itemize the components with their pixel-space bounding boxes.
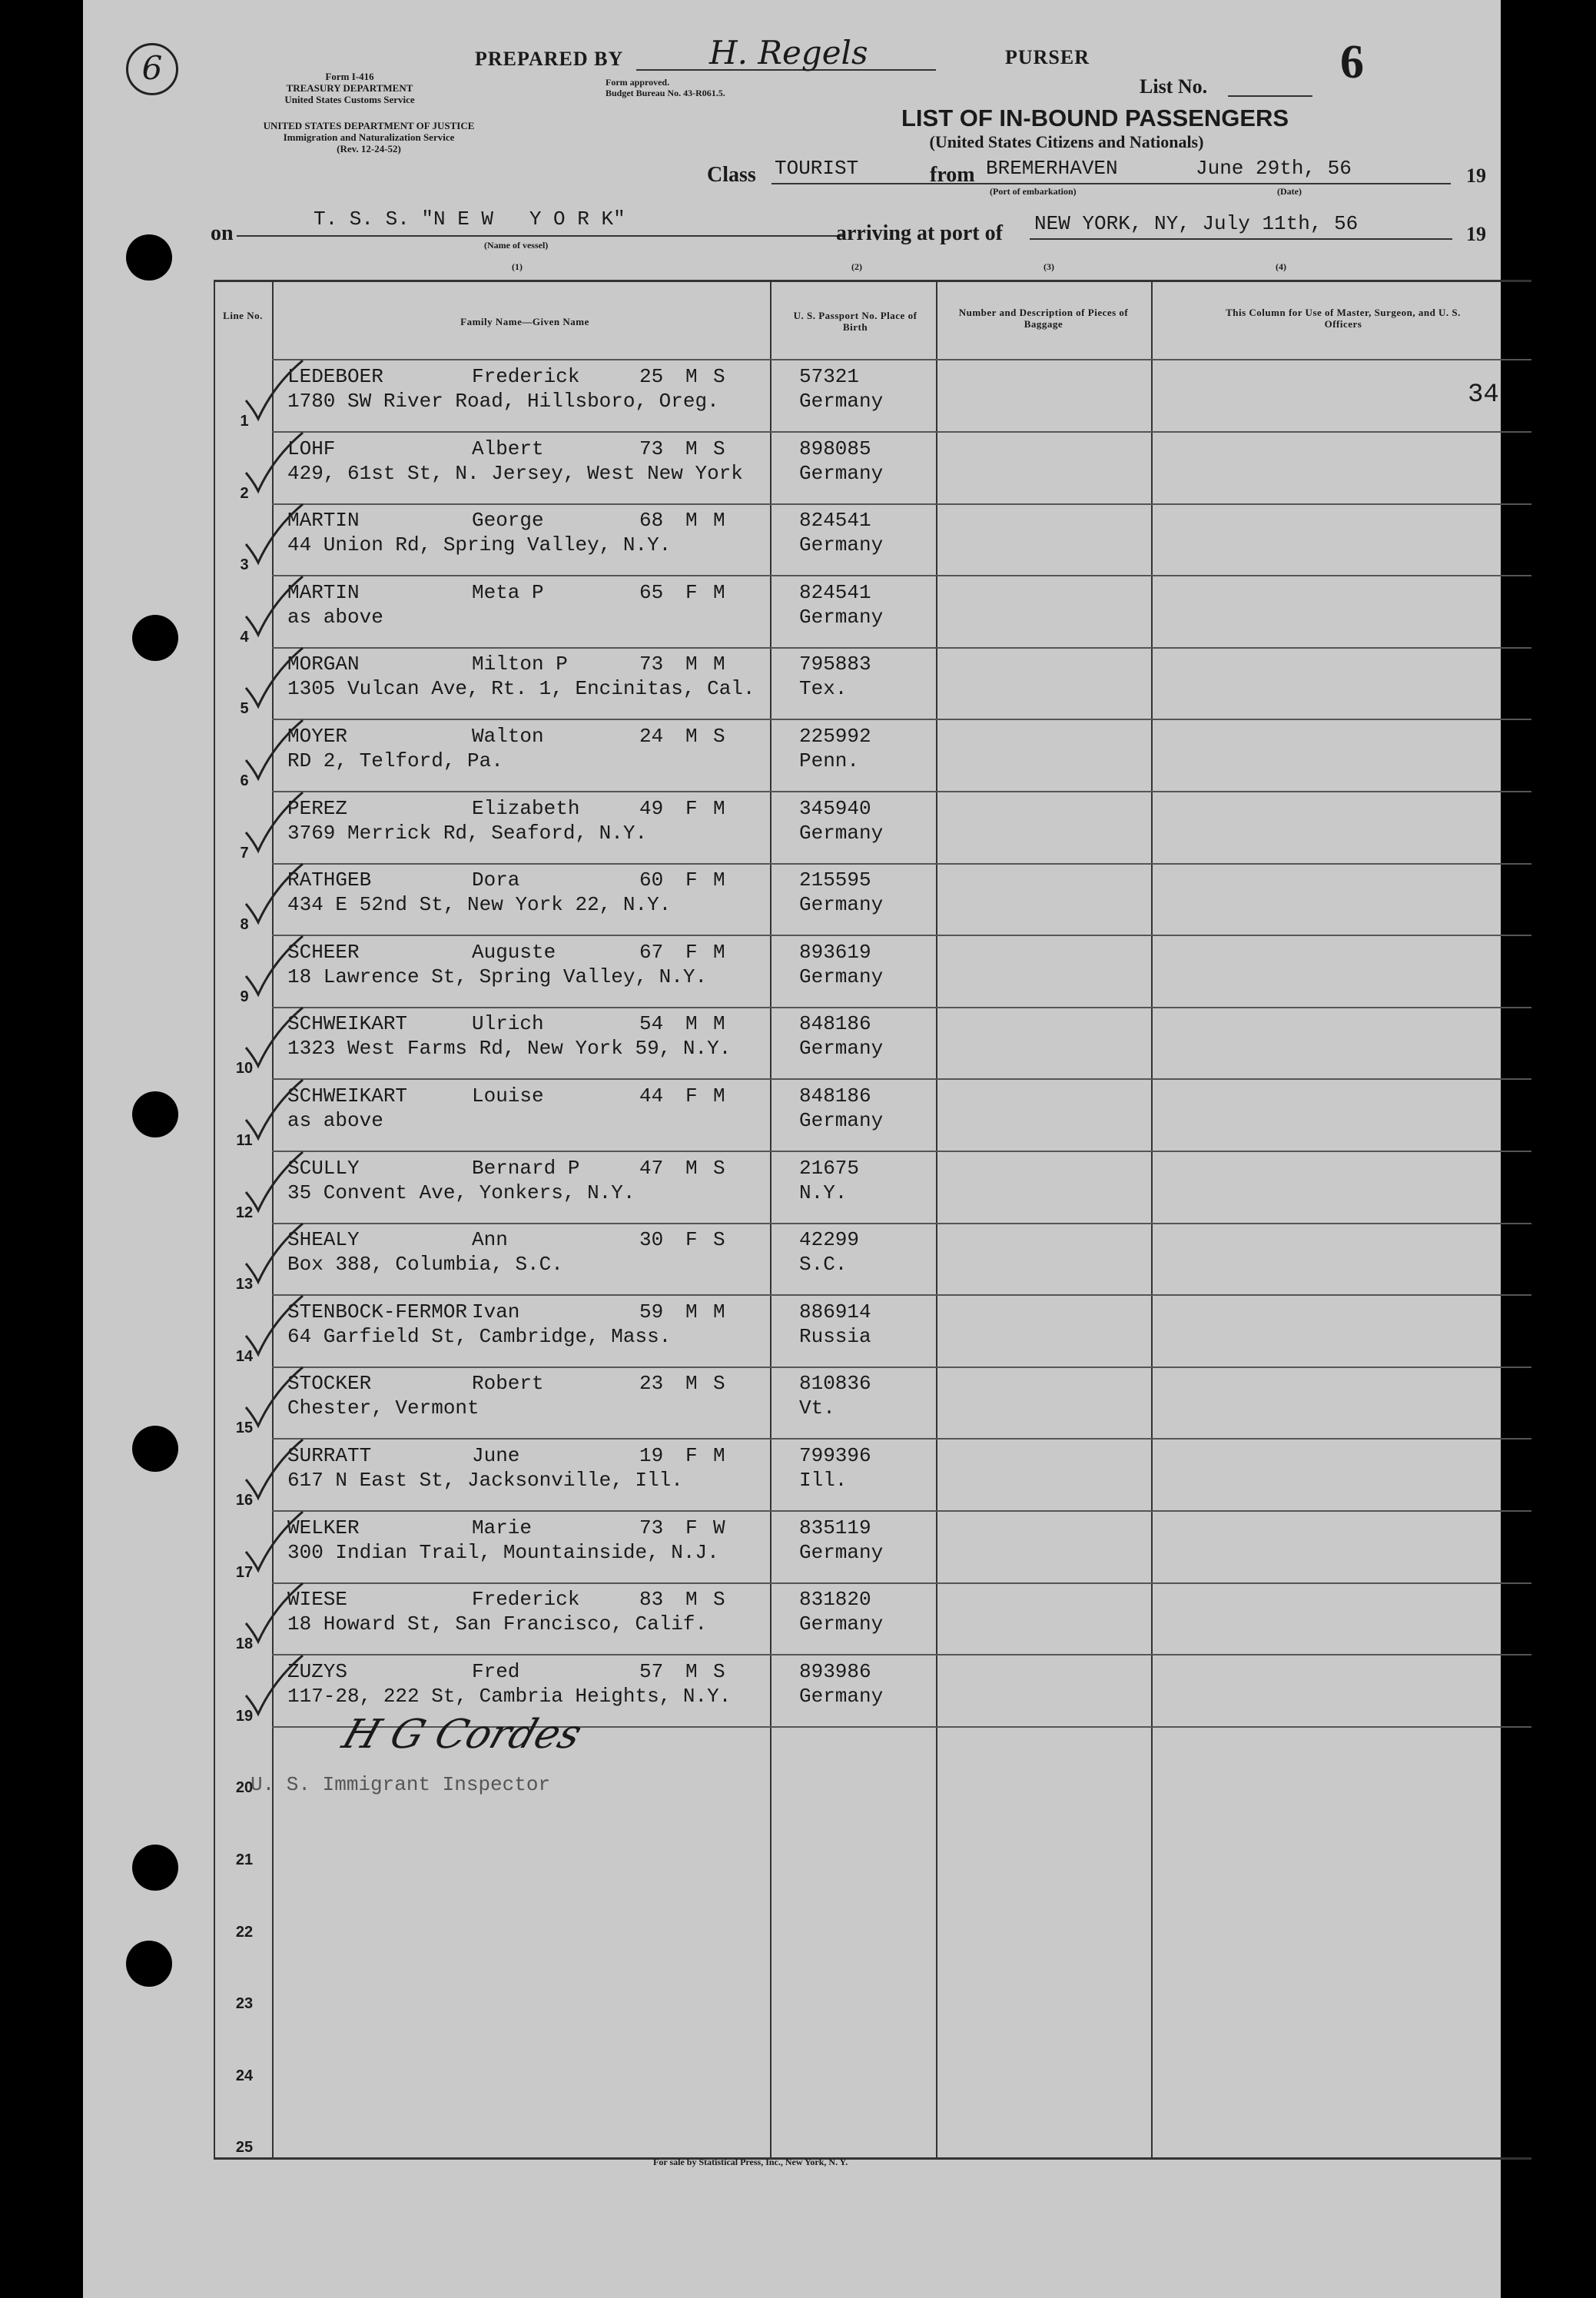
punch-hole	[132, 1426, 178, 1472]
marital-status: M	[713, 940, 725, 964]
line-number: 8	[240, 916, 249, 934]
address: 617 N East St, Jacksonville, Ill.	[287, 1469, 683, 1492]
sex: M	[685, 509, 698, 533]
birthplace: Germany	[799, 893, 884, 917]
family-name: SCHWEIKART	[287, 1084, 408, 1107]
table-row	[214, 1366, 1531, 1438]
from-value: BREMERHAVEN	[986, 157, 1118, 180]
list-no-value: 6	[1340, 36, 1364, 88]
marital-status: S	[713, 1588, 725, 1612]
table-row	[214, 1222, 1531, 1294]
family-name: MORGAN	[287, 653, 360, 676]
age: 44	[639, 1084, 664, 1107]
marital-status: M	[713, 1300, 725, 1323]
sex: M	[685, 437, 698, 460]
line-number: 11	[236, 1132, 253, 1149]
age: 25	[639, 365, 664, 388]
marital-status: M	[713, 1444, 725, 1467]
birthplace: N.Y.	[799, 1181, 848, 1204]
sex: M	[685, 1372, 698, 1396]
sex: F	[685, 868, 698, 892]
birthplace: Germany	[799, 821, 884, 845]
line-number: 5	[240, 700, 249, 718]
arrival-line	[1030, 238, 1452, 240]
sex: F	[685, 1444, 698, 1467]
passport-number: 21675	[799, 1156, 860, 1180]
line-number: 20	[235, 1779, 254, 1797]
age: 19	[639, 1444, 664, 1467]
sex: F	[685, 1228, 698, 1252]
punch-hole	[126, 234, 172, 281]
address: 3769 Merrick Rd, Seaford, N.Y.	[287, 821, 648, 845]
table-row	[214, 646, 1531, 719]
passport-number: 824541	[799, 580, 871, 604]
sex: M	[685, 1300, 698, 1323]
arriving-label: arriving at port of	[836, 221, 1003, 245]
line-number: 12	[235, 1204, 254, 1221]
address: as above	[287, 1109, 383, 1132]
family-name: LOHF	[287, 437, 336, 460]
line-number: 14	[235, 1347, 254, 1365]
line-number: 22	[235, 1923, 254, 1941]
page-subtitle: (United States Citizens and Nationals)	[929, 132, 1204, 151]
line-number: 10	[235, 1060, 254, 1078]
sex: F	[685, 1516, 698, 1539]
footer-printer: For sale by Statistical Press, Inc., New York, N. Y.	[653, 2157, 848, 2167]
age: 83	[639, 1588, 664, 1612]
given-name: Ivan	[472, 1300, 520, 1323]
table-row	[214, 431, 1531, 503]
list-no-line	[1228, 95, 1312, 97]
given-name: Louise	[472, 1084, 544, 1107]
passport-number: 42299	[799, 1228, 860, 1252]
col-num-2: (2)	[851, 261, 862, 272]
list-no-label: List No.	[1140, 75, 1208, 98]
given-name: Meta P	[472, 580, 544, 604]
given-name: Walton	[472, 725, 544, 748]
given-name: Frederick	[472, 365, 580, 388]
table-row	[214, 1582, 1531, 1654]
marital-status: M	[713, 868, 725, 892]
passport-number: 848186	[799, 1084, 871, 1107]
given-name: Frederick	[472, 1588, 580, 1612]
birthplace: Ill.	[799, 1469, 848, 1492]
marital-status: S	[713, 1156, 725, 1180]
line-number: 17	[235, 1563, 254, 1581]
col-num-1: (1)	[512, 261, 523, 272]
budget-approval	[606, 77, 725, 98]
age: 73	[639, 1516, 664, 1539]
table-row	[214, 1510, 1531, 1582]
line-number: 21	[235, 1851, 254, 1868]
date-line	[1190, 183, 1451, 184]
sex: F	[685, 580, 698, 604]
passport-number: 893986	[799, 1659, 871, 1683]
treasury-dept: TREASURY DEPARTMENT	[286, 82, 413, 94]
sex: M	[685, 1156, 698, 1180]
manifest-sheet	[83, 0, 1501, 2298]
birthplace: Germany	[799, 1037, 884, 1061]
marital-status: M	[713, 509, 725, 533]
address: 1323 West Farms Rd, New York 59, N.Y.	[287, 1037, 732, 1061]
birthplace: Tex.	[799, 677, 848, 701]
table-row	[214, 719, 1531, 791]
form-revision: (Rev. 12-24-52)	[337, 143, 401, 154]
given-name: Marie	[472, 1516, 533, 1539]
justice-dept: UNITED STATES DEPARTMENT OF JUSTICE	[263, 120, 475, 131]
arrival-year-suffix: 19	[1466, 223, 1486, 245]
family-name: MOYER	[287, 725, 348, 748]
sex: F	[685, 796, 698, 820]
given-name: Auguste	[472, 940, 556, 964]
sex: M	[685, 653, 698, 676]
col-passport: U. S. Passport No. Place of Birth	[793, 310, 917, 333]
vessel-line	[237, 235, 844, 237]
age: 49	[639, 796, 664, 820]
table-row	[214, 2014, 1531, 2086]
date-caption: (Date)	[1277, 186, 1302, 197]
marital-status: S	[713, 1228, 725, 1252]
birthplace: Germany	[799, 533, 884, 557]
family-name: LEDEBOER	[287, 365, 383, 388]
table-row	[214, 1798, 1531, 1870]
given-name: Ann	[472, 1228, 508, 1252]
table-row	[214, 575, 1531, 647]
marital-status: S	[713, 437, 725, 460]
purser-label: PURSER	[1005, 46, 1090, 68]
purser-signature: H. Regels	[709, 34, 868, 71]
justice-info	[215, 120, 523, 154]
birthplace: Germany	[799, 1109, 884, 1132]
sex: M	[685, 1012, 698, 1036]
line-number: 3	[240, 556, 249, 574]
address: 44 Union Rd, Spring Valley, N.Y.	[287, 533, 672, 557]
birthplace: Germany	[799, 965, 884, 988]
passport-number: 215595	[799, 868, 871, 892]
line-number: 15	[235, 1420, 254, 1437]
marital-status: M	[713, 1084, 725, 1107]
line-number: 19	[235, 1707, 254, 1725]
passport-number: 345940	[799, 796, 871, 820]
officer-note: 34	[1468, 380, 1499, 410]
family-name: STOCKER	[287, 1372, 372, 1396]
table-row	[214, 2085, 1531, 2157]
address: 429, 61st St, N. Jersey, West New York	[287, 461, 743, 485]
customs-service: United States Customs Service	[284, 94, 415, 105]
passport-number: 893619	[799, 940, 871, 964]
passport-number: 831820	[799, 1588, 871, 1612]
family-name: SCHEER	[287, 940, 360, 964]
table-row	[214, 1151, 1531, 1223]
given-name: Fred	[472, 1659, 520, 1683]
given-name: Dora	[472, 868, 520, 892]
given-name: June	[472, 1444, 520, 1467]
family-name: SHEALY	[287, 1228, 360, 1252]
sex: F	[685, 1084, 698, 1107]
table-row	[214, 1006, 1531, 1078]
line-number: 13	[235, 1276, 254, 1293]
birthplace: Germany	[799, 461, 884, 485]
marital-status: S	[713, 725, 725, 748]
from-label: from	[930, 163, 975, 187]
address: 117-28, 222 St, Cambria Heights, N.Y.	[287, 1684, 732, 1708]
address: 1780 SW River Road, Hillsboro, Oreg.	[287, 390, 719, 413]
passport-number: 886914	[799, 1300, 871, 1323]
arrival-value: NEW YORK, NY, July 11th, 56	[1034, 212, 1359, 235]
table-row	[214, 1941, 1531, 2014]
date-year-suffix: 19	[1466, 164, 1486, 187]
age: 67	[639, 940, 664, 964]
table-row	[214, 791, 1531, 863]
passport-number: 225992	[799, 725, 871, 748]
date-value: June 29th, 56	[1196, 157, 1352, 180]
table-row	[214, 503, 1531, 575]
form-number: Form I-416	[325, 71, 374, 82]
col-officers: This Column for Use of Master, Surgeon, and U. S. Officers	[1226, 307, 1461, 330]
address: 434 E 52nd St, New York 22, N.Y.	[287, 893, 672, 917]
punch-hole	[132, 1091, 178, 1137]
birthplace: Germany	[799, 390, 884, 413]
birthplace: Vt.	[799, 1396, 835, 1420]
ins-service: Immigration and Naturalization Service	[283, 131, 455, 143]
birthplace: Germany	[799, 605, 884, 629]
age: 59	[639, 1300, 664, 1323]
line-number: 9	[240, 988, 249, 1005]
inspector-signature: H G Cordes	[337, 1712, 588, 1758]
inspector-title: U. S. Immigrant Inspector	[251, 1773, 551, 1796]
address: RD 2, Telford, Pa.	[287, 749, 503, 772]
family-name: RATHGEB	[287, 868, 372, 892]
family-name: SURRATT	[287, 1444, 372, 1467]
age: 57	[639, 1659, 664, 1683]
class-label: Class	[707, 163, 756, 187]
given-name: Albert	[472, 437, 544, 460]
punch-hole	[126, 1941, 172, 1987]
passport-number: 795883	[799, 653, 871, 676]
address: 18 Lawrence St, Spring Valley, N.Y.	[287, 965, 708, 988]
family-name: STENBOCK-FERMOR	[287, 1300, 468, 1323]
family-name: PEREZ	[287, 796, 348, 820]
form-info	[215, 71, 484, 105]
table-row	[214, 359, 1531, 431]
family-name: SCULLY	[287, 1156, 360, 1180]
family-name: WELKER	[287, 1516, 360, 1539]
address: 300 Indian Trail, Mountainside, N.J.	[287, 1540, 719, 1564]
family-name: ZUZYS	[287, 1659, 348, 1683]
passport-number: 898085	[799, 437, 871, 460]
table-row	[214, 862, 1531, 935]
address: 64 Garfield St, Cambridge, Mass.	[287, 1324, 672, 1348]
marital-status: S	[713, 1372, 725, 1396]
marital-status: S	[713, 1659, 725, 1683]
table-row	[214, 1438, 1531, 1510]
sex: F	[685, 940, 698, 964]
vessel-caption: (Name of vessel)	[484, 240, 549, 251]
line-number: 2	[240, 484, 249, 502]
passport-number: 824541	[799, 509, 871, 533]
given-name: George	[472, 509, 544, 533]
birthplace: Russia	[799, 1324, 871, 1348]
table-row	[214, 1870, 1531, 1942]
col-num-3: (3)	[1044, 261, 1054, 272]
vessel-name: T. S. S. "N E W Y O R K"	[314, 208, 625, 231]
birthplace: Penn.	[799, 749, 860, 772]
col-num-4: (4)	[1276, 261, 1286, 272]
birthplace: Germany	[799, 1612, 884, 1636]
approval-line-2: Budget Bureau No. 43-R061.5.	[606, 88, 725, 98]
line-number: 18	[235, 1635, 254, 1653]
circled-page-number: 6	[126, 43, 178, 95]
age: 47	[639, 1156, 664, 1180]
line-number: 24	[235, 2067, 254, 2084]
punch-hole	[132, 1845, 178, 1891]
col-name: Family Name—Given Name	[460, 316, 589, 327]
marital-status: M	[713, 796, 725, 820]
passport-number: 810836	[799, 1372, 871, 1396]
age: 60	[639, 868, 664, 892]
family-name: SCHWEIKART	[287, 1012, 408, 1036]
table-row	[214, 935, 1531, 1007]
age: 54	[639, 1012, 664, 1036]
age: 68	[639, 509, 664, 533]
age: 30	[639, 1228, 664, 1252]
family-name: MARTIN	[287, 580, 360, 604]
passport-number: 57321	[799, 365, 860, 388]
col-line-no: Line No.	[223, 310, 263, 321]
address: Box 388, Columbia, S.C.	[287, 1253, 563, 1277]
age: 65	[639, 580, 664, 604]
age: 24	[639, 725, 664, 748]
marital-status: W	[713, 1516, 725, 1539]
sex: M	[685, 1659, 698, 1683]
family-name: MARTIN	[287, 509, 360, 533]
page-title: LIST OF IN-BOUND PASSENGERS	[901, 105, 1289, 131]
line-number: 4	[240, 628, 249, 646]
address: 1305 Vulcan Ave, Rt. 1, Encinitas, Cal.	[287, 677, 755, 701]
line-number: 25	[235, 2139, 254, 2157]
address: 35 Convent Ave, Yonkers, N.Y.	[287, 1181, 635, 1204]
row-rule	[272, 2157, 1531, 2159]
sex: M	[685, 1588, 698, 1612]
given-name: Ulrich	[472, 1012, 544, 1036]
col-baggage: Number and Description of Pieces of Baggage	[958, 307, 1129, 330]
birthplace: Germany	[799, 1684, 884, 1708]
address: as above	[287, 605, 383, 629]
marital-status: S	[713, 365, 725, 388]
line-number: 7	[240, 844, 249, 862]
line-number: 23	[235, 1995, 254, 2013]
given-name: Robert	[472, 1372, 544, 1396]
table-row	[214, 1294, 1531, 1367]
on-label: on	[211, 221, 234, 245]
birthplace: Germany	[799, 1540, 884, 1564]
table-row	[214, 1078, 1531, 1151]
marital-status: M	[713, 1012, 725, 1036]
marital-status: M	[713, 580, 725, 604]
sex: M	[685, 365, 698, 388]
line-number: 6	[240, 772, 249, 789]
address: 18 Howard St, San Francisco, Calif.	[287, 1612, 708, 1636]
port-caption: (Port of embarkation)	[990, 186, 1077, 197]
passport-number: 835119	[799, 1516, 871, 1539]
passport-number: 848186	[799, 1012, 871, 1036]
age: 73	[639, 653, 664, 676]
family-name: WIESE	[287, 1588, 348, 1612]
passport-number: 799396	[799, 1444, 871, 1467]
line-number: 16	[235, 1492, 254, 1509]
address: Chester, Vermont	[287, 1396, 479, 1420]
given-name: Bernard P	[472, 1156, 580, 1180]
punch-hole	[132, 615, 178, 661]
class-value: TOURIST	[775, 157, 859, 180]
approval-line-1: Form approved.	[606, 77, 670, 88]
age: 73	[639, 437, 664, 460]
line-number: 1	[240, 413, 249, 430]
given-name: Elizabeth	[472, 796, 580, 820]
marital-status: M	[713, 653, 725, 676]
given-name: Milton P	[472, 653, 568, 676]
birthplace: S.C.	[799, 1253, 848, 1277]
sex: M	[685, 725, 698, 748]
passenger-table	[214, 280, 1531, 2160]
prepared-by-label: PREPARED BY	[475, 48, 624, 70]
age: 23	[639, 1372, 664, 1396]
